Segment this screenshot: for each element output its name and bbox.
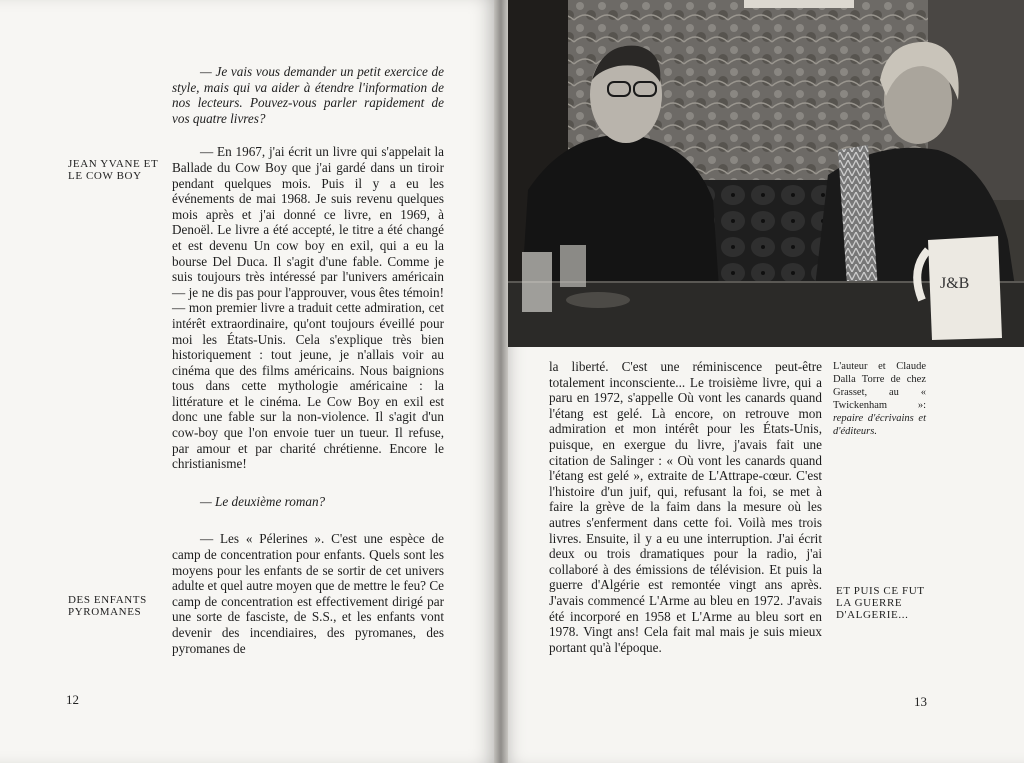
caption-italic-text: repaire d'écrivains et d'éditeurs. [833, 413, 926, 437]
interview-question-2: — Le deuxième roman? [200, 493, 326, 509]
interview-answer-1: — En 1967, j'ai écrit un livre qui s'appelait la Ballade du Cow Boy que j'ai gardé dans un tiroir pendant quelques mois. Puis il y a eu les événements de mai 1968. Je suis revenu quelques mois après et j'ai donné ce livre, en 1969, à Denoël. Le livre a été accepté, le titre a été changé et est devenu Un cow boy en exil, qui a eu la bourse Del Duca. Il s'agit d'une fable. Comme je suis toujours très intéressé par l'univers américain — je ne dis pas pour l'approuver, vous êtes témoin! — mon premier livre a traduit cette admiration, cet intérêt extraordinaire, qu'ont toujours éveillé pour moi les États-Unis. Cela s'explique très bien historiquement : tout jeune, je n'allais voir au cinéma que des films américains. Nous baignions tous dans cette mythologie américaine : la littérature et le cinéma. Le Cow Boy en exil est donc une fable sur la non-violence. Il s'agit d'un cow-boy que l'on envoie tuer un tueur. Il refuse, par amour et par charité chrétienne. Encore le christianisme! [172, 144, 444, 472]
photo-illustration [508, 0, 1024, 347]
interview-question-1: — Je vais vous demander un petit exercice de style, mais qui va aider à étendre l'information de nos lecteurs. Pouvez-vous parler rapidement de vos quatre livres? [172, 64, 444, 126]
photo-caption [833, 360, 926, 438]
right-page-text: la liberté. C'est une réminiscence peut-être totalement inconsciente... Le troisième livre, qui a paru en 1972, s'appelle Où vont les canards quand l'étang est gelé. Là encore, on retrouve mon admiration et mon intérêt pour les États-Unis, puisque, en exergue du livre, j'avais fait une citation de Salinger : « Où vont les canards quand l'étang est gelé », extraite de L'Attrape-cœur. C'est l'histoire d'un juif, qui, refusant la foi, se met à faire la grève de la faim dans la mesure où les autres s'enferment dans cette foi. Voilà mes trois livres. Ensuite, il y a eu une interruption. J'ai écrit deux ou trois dramatiques pour la radio, j'ai collaboré à des émissions de télévision. Et puis la guerre d'Algérie est remontée vingt ans après. J'avais commencé L'Arme au bleu en 1972. J'avais été incorporé en 1958 et L'Arme au bleu sort en 1978. Vingt ans! Cela fait mal mais je suis mieux portant qu'à l'époque. [549, 359, 822, 655]
cafe-photo [508, 0, 1024, 347]
margin-note-pyromanes: DES ENFANTS PYROMANES [68, 594, 147, 618]
left-text-column [172, 64, 444, 656]
right-text-column [549, 359, 822, 655]
page-number-left: 12 [66, 692, 79, 707]
pitcher-label: J&B [940, 275, 970, 292]
caption-text: L'auteur et Claude Dalla Torre de chez Grasset, au « Twickenham »: [833, 361, 926, 411]
page-number-right: 13 [914, 694, 927, 709]
book-gutter [494, 0, 508, 763]
interview-answer-2: — Les « Pélerines ». C'est une espèce de camp de concentration pour enfants. Quels sont les moyens pour les enfants de se sortir de cet univers adulte et quel autre moyen que de mettre le feu? Ce camp de concentration est effectivement dirigé par une sorte de fasciste, de S.S., et les enfants vont devenir des incendiaires, des pyromanes, des pyromanes de [172, 531, 444, 656]
margin-note-algerie: ET PUIS CE FUT LA GUERRE D'ALGERIE... [836, 585, 925, 621]
margin-note-cow-boy: JEAN YVANE ET LE COW BOY [68, 158, 159, 182]
